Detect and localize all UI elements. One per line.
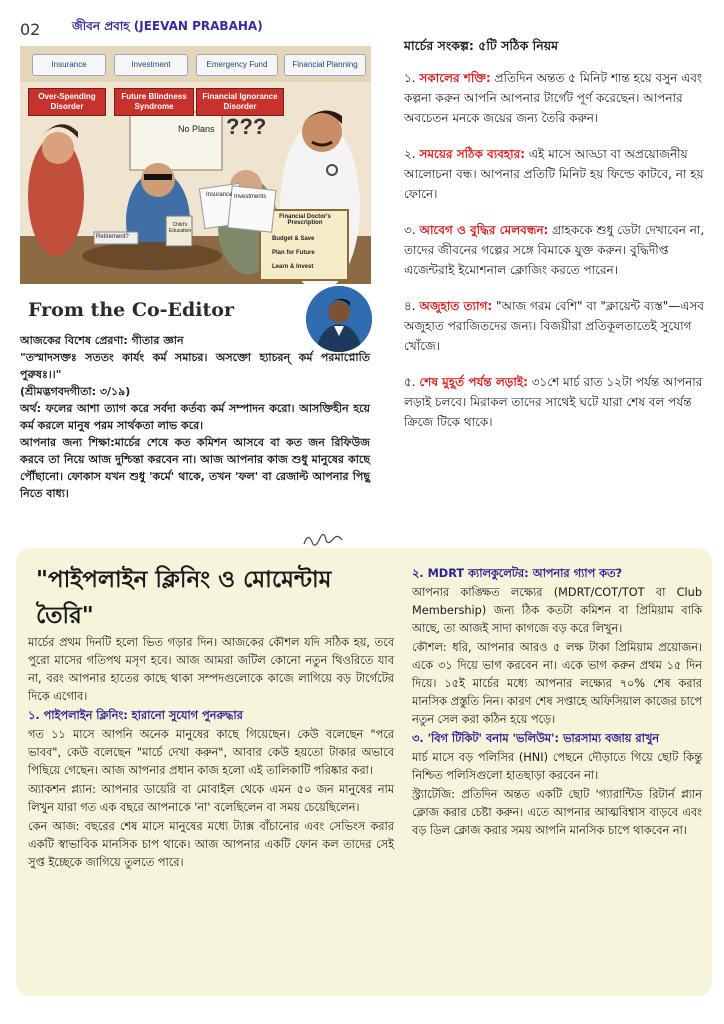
co-editor-body [20,332,370,502]
lesson-message: আপনার জন্য শিক্ষা:মার্চের শেষে কত কমিশন আসবে বা কত জন রিফিউজ করবে তা নিয়ে আজ দুশ্চিন্তা করবেন না। আজ আপনার কাজ শুধু মানুষের কাছে পৌঁছানো। ফোকাস যখন শুধু 'কর্মে' থাকে, তখন 'ফল' বা রেজাল্ট আপনার পিছু নিতে বাধ্য। [20,436,370,500]
verse-meaning: অর্থ: ফলের আশা ত্যাগ করে সর্বদা কর্তব্য কর্ম সম্পাদন করো। আসক্তিহীন হয়ে কর্ম করলে মানুষ পরম সার্থকতা লাভ করে। [20,402,370,432]
rule-title: সময়ের সঠিক ব্যবহার: [419,147,526,161]
resolution-rule [404,372,708,432]
rule-text: "আজ গরম বেশি" বা "ক্লায়েন্ট ব্যস্ত"—এসব অজুহাত পরাজিতদের জন্য। বিজয়ীরা প্রতিকূলতাতেই সুযোগ খোঁজে। [404,299,704,353]
prescription-title: Financial Doctor's Prescription [279,214,331,226]
section-paragraph: কেন আজ: বছরের শেষ মাসে মানুষের মধ্যে ট্যাক্স বাঁচানোর এবং সেভিংস করার একটি স্বাভাবিক মানসিক চাপ থাকে। আজ আপনার একটি ফোন কল তাদের সেই সুপ্ত ইচ্ছেকে জাগিয়ে তুলতে পারে। [28,820,394,869]
section-paragraph: কৌশল: ধরি, আপনার আরও ৫ লক্ষ টাকা প্রিমিয়াম প্রয়োজন। একে ৩১ দিয়ে ভাগ করবেন না। একে ভাগ করুন প্রথম ১৫ দিন দিয়ে। ১৫ই মার্চের মধ্যে আপনার লক্ষ্যের ৭০% শেষ করার মানসিক প্রস্তুতি নিন। কারণ শেষ সপ্তাহে অফিসিয়াল কাজের চাপে নতুন সেল করা কঠিন হয়ে পড়ে। [412,641,702,726]
folder-investments: Investments [234,194,267,200]
section-paragraph: গত ১১ মাসে আপনি অনেক মানুষের কাছে গিয়েছেন। কেউ বলেছেন "পরে ভাবব", কেউ বলেছেন "মার্চে দেখা করুন", আবার কেউ হয়তো টাকার অভাবে পিছিয়ে গেছেন। আজ আপনার প্রধান কাজ হলো এই তালিকাটি পরিষ্কার করা। [28,728,394,777]
rule-text: এই মাসে আড্ডা বা অপ্রয়োজনীয় আলোচনা বন্ধ। আপনার প্রতিটি মিনিট হয় ফিল্ডে কাটবে, না হয় ফোনে। [404,147,704,201]
section-paragraph: মার্চ মাসে বড় পলিসির (HNI) পেছনে দৌড়াতে গিয়ে ছোট কিন্তু নিশ্চিত পলিসিগুলো হাতছাড়া করবেন না। [412,751,702,782]
rule-number: ২. [404,147,420,161]
pipeline-left-column [28,634,394,873]
inspiration-line: আজকের বিশেষ প্রেরণা: গীতার জ্ঞান [20,334,184,347]
resolution-rule [404,220,708,280]
rule-title: অজুহাত ত্যাগ: [419,299,493,313]
resolution-rule [404,144,708,204]
sign-investment: Investment [114,54,188,76]
sign-emergency-fund: Emergency Fund [196,54,278,76]
section-heading: ২. MDRT ক্যালকুলেটর: আপনার গ্যাপ কত? [412,567,623,580]
sign-over-spending: Over-Spending Disorder [28,88,106,116]
gita-verse: "তস্মাদসক্তঃ সততং কার্যং কর্ম সমাচর। অসক্তো হ্যাচরন্ কর্ম পরমাপ্নোতি পুরুষঃ।।" [20,351,370,381]
rule-text: প্রতিদিন অন্তত ৫ মিনিট শান্ত হয়ে বসুন এবং কল্পনা করুন আপনি আপনার টার্গেট পূর্ণ করেছেন। আপনার অবচেতন মনকে জয়ের জন্য তৈরি করুন। [404,71,703,125]
rule-title: আবেগ ও বুদ্ধির মেলবন্ধন: [419,223,549,237]
board-no-plans: No Plans [178,124,215,134]
sign-insurance: Insurance [32,54,106,76]
sign-financial-planning: Financial Planning [284,54,366,76]
illustration-scene [20,46,371,284]
rule-number: ৫. [404,375,420,389]
section-heading: ৩. 'বিগ টিকিট' বনাম 'ভলিউম': ভারসাম্য বজায় রাখুন [412,732,660,745]
section-paragraph: অ্যাকশন প্ল্যান: আপনার ডায়েরি বা মোবাইল থেকে এমন ৫০ জন মানুষের নাম লিখুন যারা গত এক বছরে আপনাকে 'না' বলেছিলেন বা সময় চেয়েছিলেন। [28,783,394,814]
resolution-heading: মার্চের সংকল্প: ৫টি সঠিক নিয়ম [404,38,559,53]
prescription-item: Budget & Save [272,236,315,242]
march-resolution [404,36,708,448]
pipeline-intro: মার্চের প্রথম দিনটি হলো ভিত গড়ার দিন। আজকের কৌশল যদি সঠিক হয়, তবে পুরো মাসের গতিপথ মসৃণ হবে। আজ আমরা জটিল কোনো নতুন থিওরিতে যাব না, বরং আপনার হাতের কাছে থাকা সম্পদগুলোকে কাজে লাগিয়ে বড় টার্গেটের দিকে এগোব। [28,636,394,703]
rule-number: ১. [404,71,420,85]
resolution-rule [404,68,708,128]
resolution-rule [404,296,708,356]
label-retirement: Retirement? [96,234,129,240]
rule-title: শেষ মুহূর্ত পর্যন্ত লড়াই: [419,375,528,389]
co-editor-title: From the Co-Editor [28,299,234,321]
rule-title: সকালের শক্তি: [419,71,491,85]
prescription-item: Learn & Invest [272,264,314,270]
board-question-marks: ??? [226,114,267,139]
signature-icon [300,530,350,550]
pipeline-title: "পাইপলাইন ক্লিনিং ও মোমেন্টাম তৈরি" [36,567,332,629]
section-paragraph: আপনার কাঙ্ক্ষিত লক্ষ্যের (MDRT/COT/TOT বা Club Membership) জন্য ঠিক কতটা কমিশন বা প্রিমিয়াম বাকি আছে, তা আজই সাদা কাগজে বড় করে লিখুন। [412,586,702,635]
page-number: 02 [20,20,41,39]
rule-text: গ্রাহককে শুধু ডেটা দেখাবেন না, তাদের জীবনের গল্পের সঙ্গে বিমাকে যুক্ত করুন। বুদ্ধিদীপ্ত এজেন্টরাই ইমোশনাল ক্লোজিং করতে পারেন। [404,223,705,277]
verse-reference: (শ্রীমদ্ভগবদগীতা: ৩/১৯) [20,385,131,398]
rule-text: ৩১শে মার্চ রাত ১২টা পর্যন্ত আপনার লড়াই চলবে। মিরাকল তাদের সাথেই ঘটে যারা শেষ বল পর্যন্ত ক্রিজে টিকে থাকে। [404,375,703,429]
cover-illustration [20,46,371,284]
sign-future-blindness: Future Blindness Syndrome [114,88,194,116]
magazine-title: জীবন প্রবাহ (JEEVAN PRABAHA) [72,19,263,33]
pipeline-right-column [412,565,702,841]
section-heading: ১. পাইপলাইন ক্লিনিং: হারানো সুযোগ পুনরুদ্ধার [28,709,243,722]
prescription-item: Plan for Future [272,250,315,256]
section-paragraph: স্ট্র্যাটেজি: প্রতিদিন অন্তত একটি ছোট 'গ্যারান্টিড রিটার্ন প্ল্যান ক্লোজ করার চেষ্টা করুন। এতে আপনার আত্মবিশ্বাস বাড়বে এবং বড় ডিল ক্লোজ করার সময় আপনি মানসিক চাপে থাকবেন না। [412,788,702,837]
rule-number: ৪. [404,299,420,313]
sign-financial-ignorance: Financial Ignorance Disorder [196,88,284,116]
label-child-education: Child's Education [168,222,192,234]
rule-number: ৩. [404,223,420,237]
folder-insurance: Insurance [206,192,233,198]
